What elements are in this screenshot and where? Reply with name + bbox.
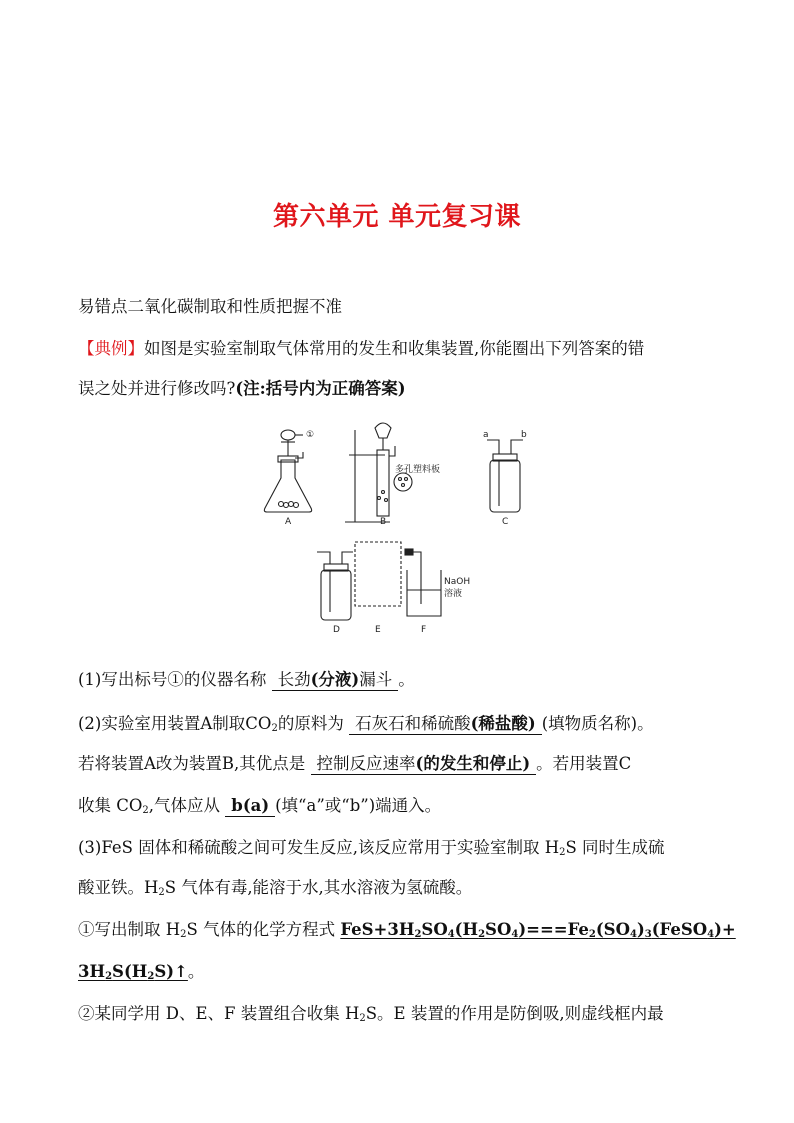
question-3-1-line-1: ①写出制取 $H_2S$ 气体的化学方程式 $FeS+3H_2SO_4(H_2SO_4)===Fe_2(SO_4)_3(FeSO_4)+$: [78, 920, 736, 940]
answer-2c: b(a): [225, 796, 275, 817]
question-2-line-1: (2)实验室用装置A制取$CO_2$的原料为 石灰石和稀硫酸(稀盐酸) (填物质名称)。: [78, 714, 654, 734]
equation-answer: $FeS+3H_2SO_4(H_2SO_4)===Fe_2(SO_4)_3(FeSO_4)+$: [340, 920, 736, 940]
question-3-1-line-2: $3H_2S(H_2S)↑$。: [78, 962, 205, 982]
answer-2a: 石灰石和稀硫酸(稀盐酸): [349, 714, 542, 735]
question-3-line-2: 酸亚铁。$H_2S$ 气体有毒,能溶于水,其水溶液为氢硫酸。: [78, 878, 473, 898]
plate-label: 多孔塑料板: [395, 465, 441, 475]
topic-line: 易错点二氧化碳制取和性质把握不准: [78, 297, 342, 316]
example-tag: 【典例】: [78, 339, 144, 358]
question-2-line-3: 收集 $CO_2$,气体应从 b(a) (填“a”或“b”)端通入。: [78, 796, 442, 816]
example-line-1: 【典例】如图是实验室制取气体常用的发生和收集装置,你能圈出下列答案的错: [78, 339, 645, 358]
equation-answer-cont: $3H_2S(H_2S)↑$: [78, 962, 188, 982]
label-f: F: [421, 625, 427, 635]
port-b-label: b: [521, 430, 527, 440]
label-c: C: [502, 517, 509, 527]
label-b: B: [380, 517, 387, 527]
label-e: E: [375, 625, 381, 635]
question-2-line-2: 若将装置A改为装置B,其优点是 控制反应速率(的发生和停止) 。若用装置C: [78, 754, 632, 773]
solution-label: 溶液: [444, 589, 463, 599]
example-line-2: 误之处并进行修改吗?(注:括号内为正确答案): [78, 379, 406, 398]
apparatus-diagram: [245, 420, 545, 645]
answer-2b: 控制反应速率(的发生和停止): [311, 754, 537, 775]
question-3-line-1: (3)FeS 固体和稀硫酸之间可发生反应,该反应常用于实验室制取 $H_2S$ 同时生成硫: [78, 838, 665, 858]
port-a-label: a: [483, 430, 489, 440]
label-d: D: [333, 625, 340, 635]
marker-1: ①: [306, 430, 315, 440]
page-title: 第六单元 单元复习课: [272, 202, 522, 232]
naoh-label: NaOH: [444, 577, 471, 587]
label-a: A: [285, 517, 292, 527]
question-3-2-line-1: ②某同学用 D、E、F 装置组合收集 $H_2S$。E 装置的作用是防倒吸,则虚线框内最: [78, 1004, 664, 1024]
answer-1: 长劲(分液)漏斗: [272, 670, 399, 691]
question-1: (1)写出标号①的仪器名称 长劲(分液)漏斗 。: [78, 670, 415, 689]
example-note: (注:括号内为正确答案): [235, 379, 406, 398]
apparatus-figure: [245, 420, 545, 645]
